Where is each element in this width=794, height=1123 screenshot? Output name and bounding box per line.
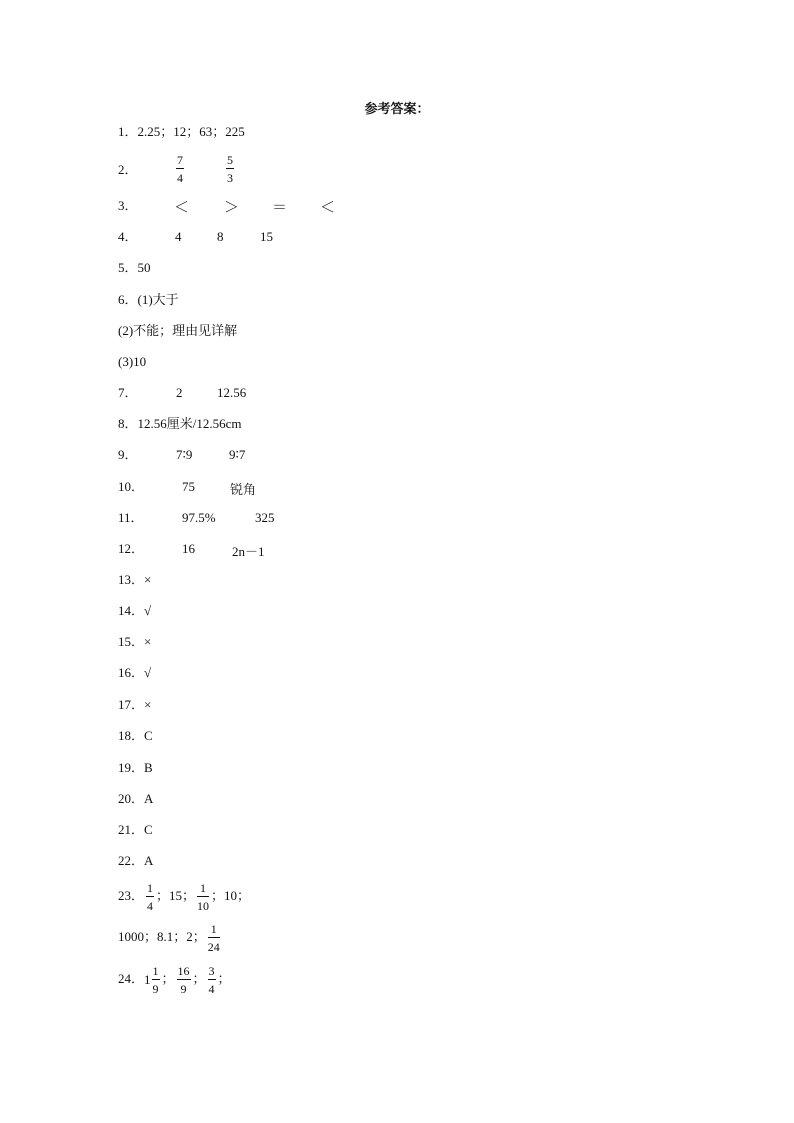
fraction-bar	[176, 168, 184, 169]
fraction-bar	[226, 168, 234, 169]
answer-8	[118, 416, 242, 432]
answer-number: 4．	[118, 229, 138, 244]
answer-value: 2	[176, 385, 183, 400]
answer-text: B	[144, 760, 153, 775]
answer-number: 9．	[118, 447, 138, 462]
answer-text: 12.56厘米/12.56cm	[137, 416, 242, 431]
answer-6-part-2: (2)不能；理由见详解	[118, 323, 238, 338]
answer-text: √	[144, 665, 152, 680]
answer-number: 5．	[118, 260, 138, 275]
fraction	[208, 964, 216, 996]
fraction	[197, 881, 209, 913]
denominator: 24	[207, 940, 220, 955]
denominator: 9	[180, 982, 187, 997]
answer-value: 12.56	[217, 385, 247, 400]
separator: ；	[217, 971, 231, 986]
answer-5	[118, 260, 151, 276]
answer-number: 8．	[118, 416, 138, 431]
numerator: 5	[227, 153, 233, 167]
answer-number: 23．	[118, 888, 145, 903]
answer-text: C	[144, 822, 153, 837]
denominator: 4	[147, 899, 154, 914]
answer-number: 6．	[118, 292, 138, 307]
answer-text: A	[144, 853, 154, 868]
fraction	[226, 153, 234, 185]
answer-3	[118, 198, 138, 214]
answer-13	[118, 572, 151, 588]
answer-text: ；15；	[156, 888, 196, 903]
answer-text: ；10；	[211, 888, 251, 903]
answer-16	[118, 665, 151, 681]
answer-text: √	[144, 603, 152, 618]
comparison-symbol: ＞	[224, 200, 240, 216]
answer-text: A	[144, 791, 154, 806]
answer-number: 17．	[118, 697, 145, 712]
answer-11	[118, 510, 144, 526]
answer-value: 锐角	[230, 482, 257, 497]
answer-value: 325	[255, 510, 275, 525]
denominator: 4	[208, 982, 215, 997]
answer-10	[118, 479, 144, 495]
answer-value: 7∶9	[176, 447, 193, 462]
numerator: 1	[147, 881, 154, 896]
fraction-bar	[177, 979, 191, 980]
answer-number: 2．	[118, 162, 138, 177]
answer-text: ×	[144, 697, 152, 712]
denominator: 10	[197, 899, 210, 914]
answer-23-continued	[118, 922, 222, 954]
answer-number: 20．	[118, 791, 145, 806]
numerator: 1	[152, 964, 159, 979]
fraction	[146, 881, 154, 913]
answer-text: ×	[144, 634, 152, 649]
answer-15	[118, 634, 151, 650]
answer-6	[118, 292, 179, 308]
answer-number: 18．	[118, 728, 145, 743]
fraction-bar	[146, 896, 154, 897]
comparison-symbol: ＜	[174, 200, 190, 216]
answer-number: 3．	[118, 198, 138, 213]
answer-text: 2.25；12；63；225	[137, 124, 245, 139]
answer-20	[118, 791, 153, 807]
fraction	[152, 964, 160, 996]
denominator: 4	[177, 171, 183, 185]
answer-value: 15	[260, 229, 273, 244]
answer-number: 10．	[118, 479, 145, 494]
answer-2	[118, 162, 138, 178]
answer-value: 9∶7	[229, 447, 246, 462]
answer-22	[118, 853, 153, 869]
answer-part: (1)大于	[137, 292, 179, 307]
fraction	[208, 922, 220, 954]
fraction	[176, 153, 184, 185]
answer-value: 16	[182, 541, 195, 556]
numerator: 1	[210, 922, 217, 937]
fraction-bar	[197, 896, 209, 897]
answer-number: 16．	[118, 665, 145, 680]
comparison-symbol: ＜	[320, 200, 336, 216]
answer-number: 7．	[118, 385, 138, 400]
answer-value: 4	[175, 229, 182, 244]
separator: ；	[161, 971, 175, 986]
answer-text: 1000；8.1；2；	[118, 929, 206, 944]
denominator: 9	[152, 982, 159, 997]
answer-number: 14．	[118, 603, 145, 618]
comparison-symbol: ＝	[272, 200, 288, 216]
answer-23	[118, 881, 250, 913]
fraction	[177, 964, 191, 996]
answer-number: 19．	[118, 760, 145, 775]
numerator: 3	[208, 964, 215, 979]
answer-21	[118, 822, 153, 838]
answer-17	[118, 697, 151, 713]
answer-19	[118, 760, 153, 776]
answer-text: ×	[144, 572, 152, 587]
answer-1	[118, 124, 245, 140]
answer-text: 50	[137, 260, 151, 275]
mixed-number	[144, 964, 162, 996]
answer-4	[118, 229, 138, 245]
answer-18	[118, 728, 153, 744]
answer-number: 1．	[118, 124, 138, 139]
fraction-bar	[208, 937, 220, 938]
answer-9	[118, 447, 138, 463]
answer-number: 11．	[118, 510, 144, 525]
answer-number: 12．	[118, 541, 145, 556]
answer-number: 21．	[118, 822, 145, 837]
numerator: 1	[200, 881, 207, 896]
answer-number: 15．	[118, 634, 145, 649]
answer-text: C	[144, 728, 153, 743]
answer-value: 2n－1	[232, 544, 265, 559]
fraction-bar	[152, 979, 160, 980]
answer-12	[118, 541, 144, 557]
fraction-bar	[208, 979, 216, 980]
answer-number: 22．	[118, 853, 145, 868]
answer-value: 75	[182, 479, 195, 494]
numerator: 16	[177, 964, 190, 979]
separator: ；	[192, 971, 206, 986]
answer-number: 24．	[118, 971, 145, 986]
answer-24	[118, 964, 231, 996]
answer-14	[118, 603, 151, 619]
denominator: 3	[227, 171, 233, 185]
answer-number: 13．	[118, 572, 145, 587]
answer-7	[118, 385, 138, 401]
numerator: 7	[177, 153, 183, 167]
answer-6-part-3: (3)10	[118, 354, 147, 369]
page-title: 参考答案：	[364, 101, 430, 116]
answer-value: 8	[217, 229, 224, 244]
answer-value: 97.5%	[182, 510, 216, 525]
whole-part: 1	[144, 972, 151, 988]
